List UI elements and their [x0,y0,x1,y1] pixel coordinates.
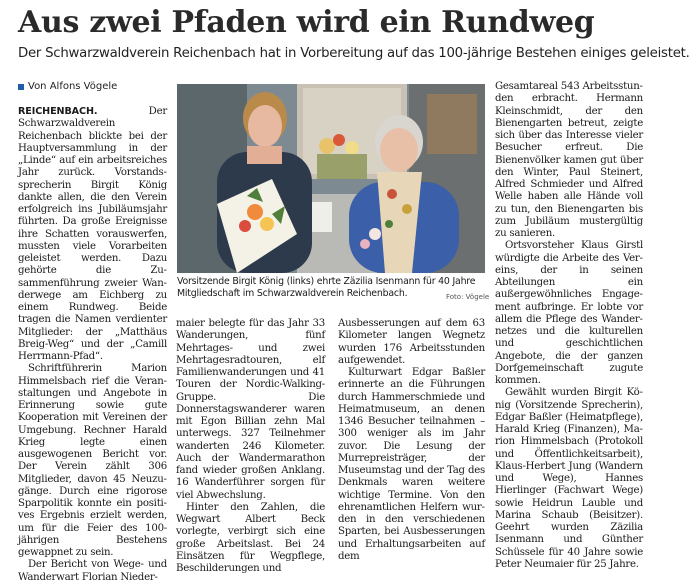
subheadline: Der Schwarzwaldverein Reichenbach hat in Vorbereitung auf das 100-jährige Bestehen einiges geleistet. [18,46,690,61]
photo-illustration [177,84,485,273]
paragraph [18,106,167,363]
paragraph: Gesamtareal 543 Arbeitsstunden erbracht. Hermann Kleinschmidt, der den Bienengarten betreut, zeigte sich über das Interesse vieler Besucher erfreut. Die Bienenvölker kamen gut über den Winter, Paul Steinert, Alfred Schmieder und Alfred Welle haben alle Hände voll zu tun, den Bienengarten bis zum Jubiläum mustergültig zu sanieren. [495,81,643,239]
paragraph: maier belegte für das Jahr 33 Wanderungen, fünf Mehrtages- und zwei Mehrtagesradtouren, elf Familienwanderungen und 41 Touren der Nordic-Walking-Gruppe. Die Donnerstagswanderer waren mit Egon Billian zehn Mal unterwegs. 327 Teilnehmer wanderten 246 Kilometer. Auch der Wandermarathon fand wieder großen Anklang. 16 Wanderführer sorgen für viel Abwechslung. [176,318,325,501]
byline-square-icon [18,84,24,90]
byline-text: Von Alfons Vögele [28,81,118,92]
paragraph: Hinter den Zahlen, die Wegwart Albert Beck vorlegte, verbirgt sich eine große Arbeitslast. Bei 24 Einsätzen für Wegpflege, Beschilderungen und [176,501,325,574]
paragraph: Der Bericht von Wege- und Wanderwart Florian Nieder- [18,559,167,583]
byline [18,80,117,93]
photo-credit: Foto: Vögele [446,293,490,301]
article-column-2 [176,318,325,575]
paragraph: Kulturwart Edgar Baßler erinnerte an die Führungen durch Hammerschmiede und Heimatmuseum, an denen 1346 Besucher teilnahmen – 300 weniger als im Jahr zuvor. Die Lesung der Murrepreisträger, der Museumstag und der Tag des Denkmals waren weitere wichtige Termine. Von den ehrenamtlichen Helfern wurden in den verschiedenen Sparten, bei Ausbesserungen und Erhaltungsarbeiten auf dem [338,367,485,562]
photo-caption: Vorsitzende Birgit König (links) ehrte Zäzilia Isenmann für 40 Jahre Mitgliedschaft im Schwarzwaldverein Reichenbach. [177,276,476,299]
paragraph: Ausbesserungen auf dem 63 Kilometer langen Wegnetz wurden 176 Arbeitsstunden aufgewendet. [338,318,485,366]
headline: Aus zwei Pfaden wird ein Rundweg [18,5,595,40]
dateline: REICHENBACH. [18,106,98,117]
paragraph: Gewählt wurden Birgit König (Vorsitzende Sprecherin), Edgar Baßler (Heimatpflege), Harald Krieg (Finanzen), Marion Himmelsbach (Protokoll und Öffentlichkeitsarbeit), Klaus-Herbert Jung (Wandern und Wege), Hannes Hierlinger (Fachwart Wege) sowie Heidrun Lauble und Marina Schaub (Beisitzer). Geehrt wurden Zäzilia Isenmann und Günther Schüssele für 40 Jahre sowie Peter Neumaier für 25 Jahre. [495,387,643,570]
article-column-3 [338,318,485,563]
paragraph: Schriftführerin Marion Himmelsbach rief die Veranstaltungen und Angebote in Erinnerung sowie gute Kooperation mit Vereinen der Umgebung. Rechner Harald Krieg legte einen ausgewogenen Bericht vor. Der Verein zählt 306 Mitglieder, davon 45 Neuzugänge. Durch eine rigorose Sparpolitik konnte ein positives Ergebnis erzielt werden, um für die Feier des 100-jährigen Bestehens gewappnet zu sein. [18,363,167,558]
paragraph-text: Der Schwarzwaldverein Reichenbach blickte bei der Hauptversammlung in der „Linde“ auf ein arbeitsreiches Jahr zurück. Vorstandssprecherin Birgit König dankte allen, die den Verein erfolgreich ins Jubiläumsjahr führten. Da große Ereignisse ihre Schatten vorauswerfen, mussten viele Vorarbeiten geleistet werden. Dazu gehörte die Zusammenführung zweier Wanderwege am Eichberg zu einem Rundweg. Beide tragen die Namen verdienter Mitglieder: der „Matthäus Breig-Weg“ und der „Camill Herrmann-Pfad“. [18,106,167,362]
article-column-1 [18,106,167,584]
article-column-4 [495,81,643,571]
paragraph: Ortsvorsteher Klaus Girstl würdigte die Arbeite des Vereins, der in seinen Abteilungen ein außergewöhnliches Engagement aufbringe. Er lobte vor allem die Pflege des Wandernetzes und die kulturellen und geschichtlichen Angebote, die der ganzen Dorfgemeinschaft zugute kommen. [495,240,643,386]
article-photo [177,84,485,273]
